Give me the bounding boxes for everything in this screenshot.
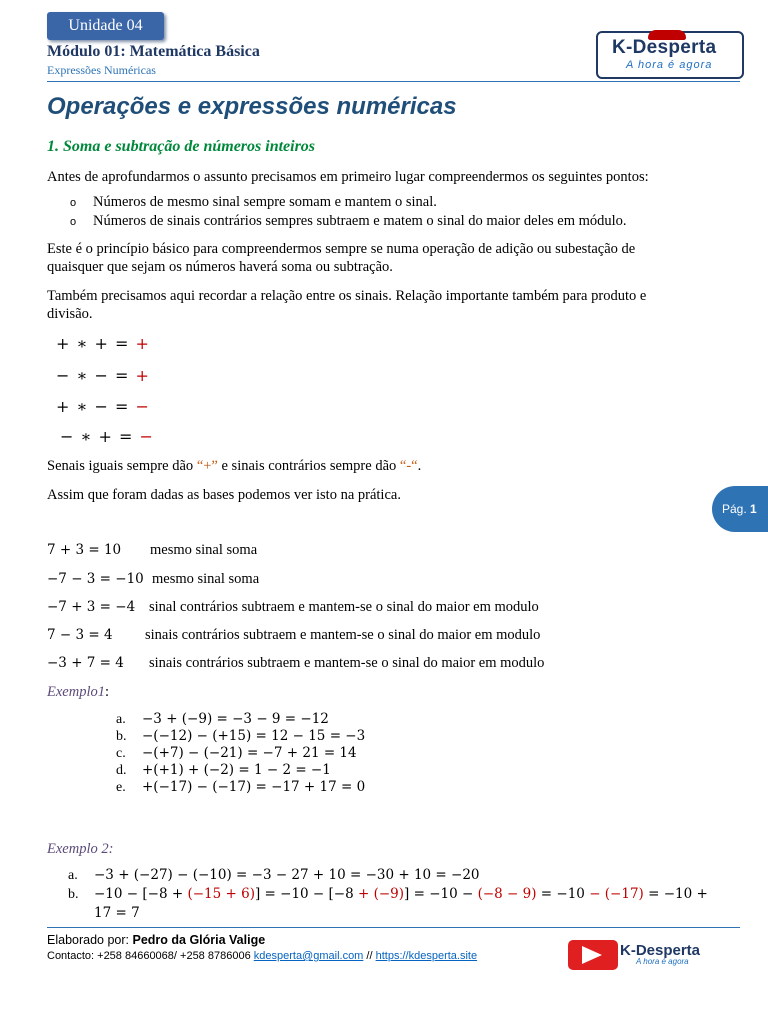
example1-list <box>116 711 365 796</box>
page-number-badge: Pág. 1 <box>712 486 768 532</box>
logo-text: K-Desperta <box>612 37 717 58</box>
signs-summary: Senais iguais sempre dão “+” e sinais contrários sempre dão “-“. <box>47 458 422 474</box>
section-title: 1. Soma e subtração de números inteiros <box>47 138 316 155</box>
sign-rule: + ∗ − = − <box>56 397 150 416</box>
footer-divider <box>47 927 740 928</box>
list-item: b. −10 − [−8 + (−15 + 6)] = −10 − [−8 + (−9)] = −10 − (−8 − 9) = −10 − (−17) = −10 + <box>68 886 708 902</box>
example-row: 7 + 3 = 10 mesmo sinal soma <box>47 542 258 558</box>
paragraph: Também precisamos aqui recordar a relação entre os sinais. Relação importante também para produto e divisão. <box>47 288 647 322</box>
bullet-icon: o <box>70 197 77 209</box>
equation-continuation: 17 = 7 <box>94 905 140 921</box>
example2-label: Exemplo 2: <box>47 841 114 857</box>
footer-author: Elaborado por: Pedro da Glória Valige <box>47 933 266 947</box>
list-item: b. −(−12) − (+15) = 12 − 15 = −3 <box>116 728 366 744</box>
bullet-item: o Números de sinais contrários sempres subtraem e matem o sinal do maior deles em módulo. <box>70 213 627 229</box>
logo-tagline: A hora é agora <box>626 59 713 71</box>
list-item: d. +(+1) + (−2) = 1 − 2 = −1 <box>116 762 331 778</box>
topic-subtitle: Expressões Numéricas <box>47 63 156 77</box>
email-link[interactable]: kdesperta@gmail.com <box>253 950 364 962</box>
footer-contact: Contacto: +258 84660068/ +258 8786006 kdesperta@gmail.com // https://kdesperta.site <box>47 950 478 962</box>
example-row: −3 + 7 = 4 sinais contrários subtraem e mantem-se o sinal do maior em modulo <box>47 655 545 671</box>
bullet-icon: o <box>70 216 77 228</box>
list-item: c. −(+7) − (−21) = −7 + 21 = 14 <box>116 745 357 761</box>
sign-rule: − ∗ − = + <box>56 366 150 385</box>
site-link[interactable]: https://kdesperta.site <box>375 950 478 962</box>
footer-logo: K-Desperta A hora é agora <box>620 942 701 966</box>
play-icon <box>582 946 602 964</box>
bases-paragraph: Assim que foram dadas as bases podemos ver isto na prática. <box>47 487 401 503</box>
page-title: Operações e expressões numéricas <box>47 93 457 120</box>
list-item: e. +(−17) − (−17) = −17 + 17 = 0 <box>116 779 366 795</box>
bullet-item: o Números de mesmo sinal sempre somam e mantem o sinal. <box>70 194 437 210</box>
youtube-icon[interactable] <box>568 940 618 970</box>
list-item: a. −3 + (−27) − (−10) = −3 − 27 + 10 = −30 + 10 = −20 <box>68 867 480 883</box>
example-row: −7 − 3 = −10 mesmo sinal soma <box>47 571 260 587</box>
sign-rule: − ∗ + = − <box>60 427 154 446</box>
example1-label: Exemplo1: <box>47 684 110 700</box>
module-title: Módulo 01: Matemática Básica <box>47 43 260 60</box>
kdesperta-logo <box>596 31 744 79</box>
header-divider <box>47 81 740 82</box>
paragraph: Este é o princípio básico para compreendermos sempre se numa operação de adição ou subestação de quaisquer que sejam os números haverá soma ou subtração. <box>47 241 636 275</box>
list-item: a. −3 + (−9) = −3 − 9 = −12 <box>116 711 329 727</box>
unit-badge: Unidade 04 <box>47 12 164 40</box>
sign-rule: + ∗ + = + <box>56 334 150 353</box>
intro-paragraph: Antes de aprofundarmos o assunto precisamos em primeiro lugar compreendermos os seguintes pontos: <box>47 169 649 185</box>
example-row: −7 + 3 = −4 sinal contrários subtraem e mantem-se o sinal do maior em modulo <box>47 599 539 615</box>
example-row: 7 − 3 = 4 sinais contrários subtraem e mantem-se o sinal do maior em modulo <box>47 627 541 643</box>
